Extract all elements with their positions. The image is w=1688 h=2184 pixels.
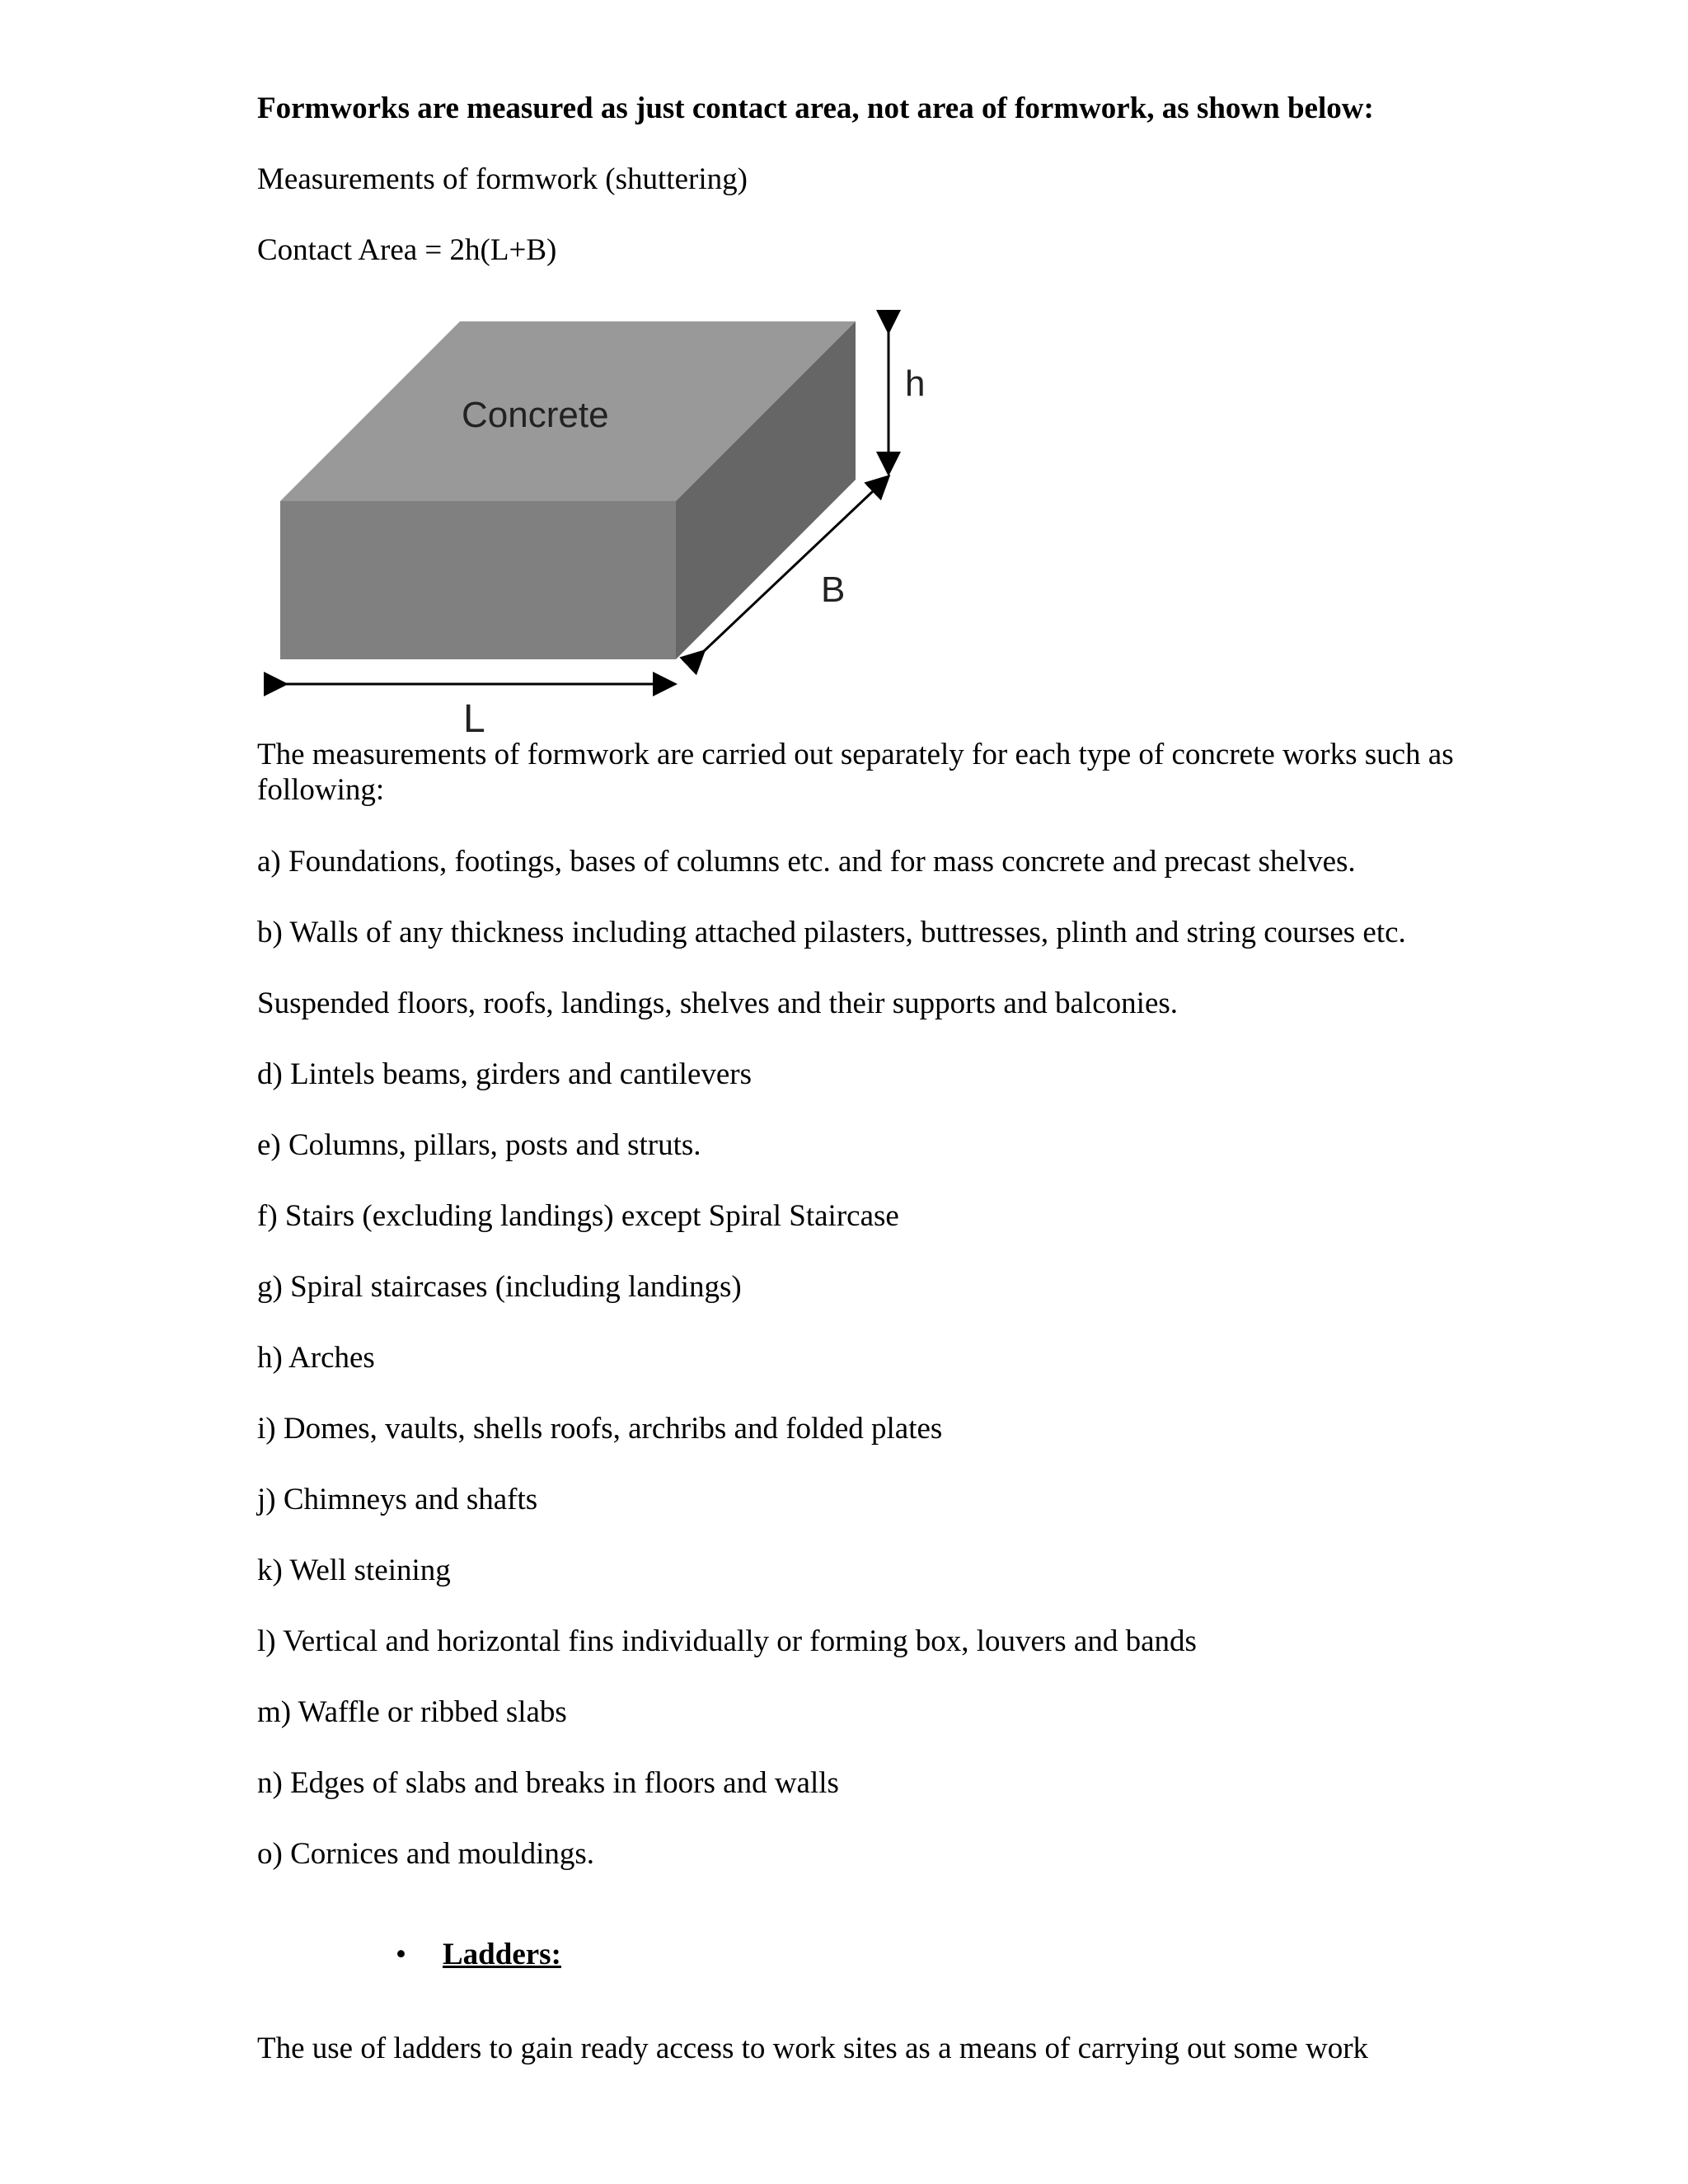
list-item: l) Vertical and horizontal fins individually or forming box, louvers and bands (257, 1624, 1197, 1658)
bullet-icon: • (396, 1938, 406, 1971)
list-item: o) Cornices and mouldings. (257, 1837, 595, 1871)
list-item: e) Columns, pillars, posts and struts. (257, 1128, 701, 1162)
ladders-partial-text: The use of ladders to gain ready access to work sites as a means of carrying out some work (257, 2032, 1369, 2065)
intro-bold-statement: Formworks are measured as just contact area, not area of formwork, as shown below: (257, 91, 1374, 125)
formula: Contact Area = 2h(L+B) (257, 233, 557, 267)
label-h: h (905, 363, 926, 404)
list-item: Suspended floors, roofs, landings, shelves and their supports and balconies. (257, 987, 1179, 1020)
list-item: m) Waffle or ribbed slabs (257, 1695, 567, 1729)
block-label-concrete: Concrete (462, 395, 609, 435)
intro-paragraph: The measurements of formwork are carried out separately for each type of concrete works such as following: (257, 738, 1454, 807)
label-b: B (821, 569, 846, 610)
list-item: d) Lintels beams, girders and cantilevers (257, 1057, 753, 1091)
label-l: L (463, 697, 485, 741)
ladders-heading: Ladders: (443, 1938, 561, 1971)
subtitle: Measurements of formwork (shuttering) (257, 162, 748, 196)
list-item: a) Foundations, footings, bases of columns etc. and for mass concrete and precast shelves. (257, 845, 1356, 879)
list-item: j) Chimneys and shafts (257, 1483, 538, 1516)
list-item: h) Arches (257, 1341, 375, 1375)
page-cutoff (0, 2027, 1688, 2065)
formwork-block-diagram (272, 313, 964, 742)
list-item: k) Well steining (257, 1554, 451, 1587)
block-front-face (280, 501, 676, 659)
list-item: n) Edges of slabs and breaks in floors and walls (257, 1766, 839, 1800)
list-item: g) Spiral staircases (including landings) (257, 1270, 742, 1304)
list-item: b) Walls of any thickness including attached pilasters, buttresses, plinth and string courses etc. (257, 916, 1406, 949)
list-item: f) Stairs (excluding landings) except Spiral Staircase (257, 1199, 899, 1233)
list-item: i) Domes, vaults, shells roofs, archribs and folded plates (257, 1412, 943, 1446)
